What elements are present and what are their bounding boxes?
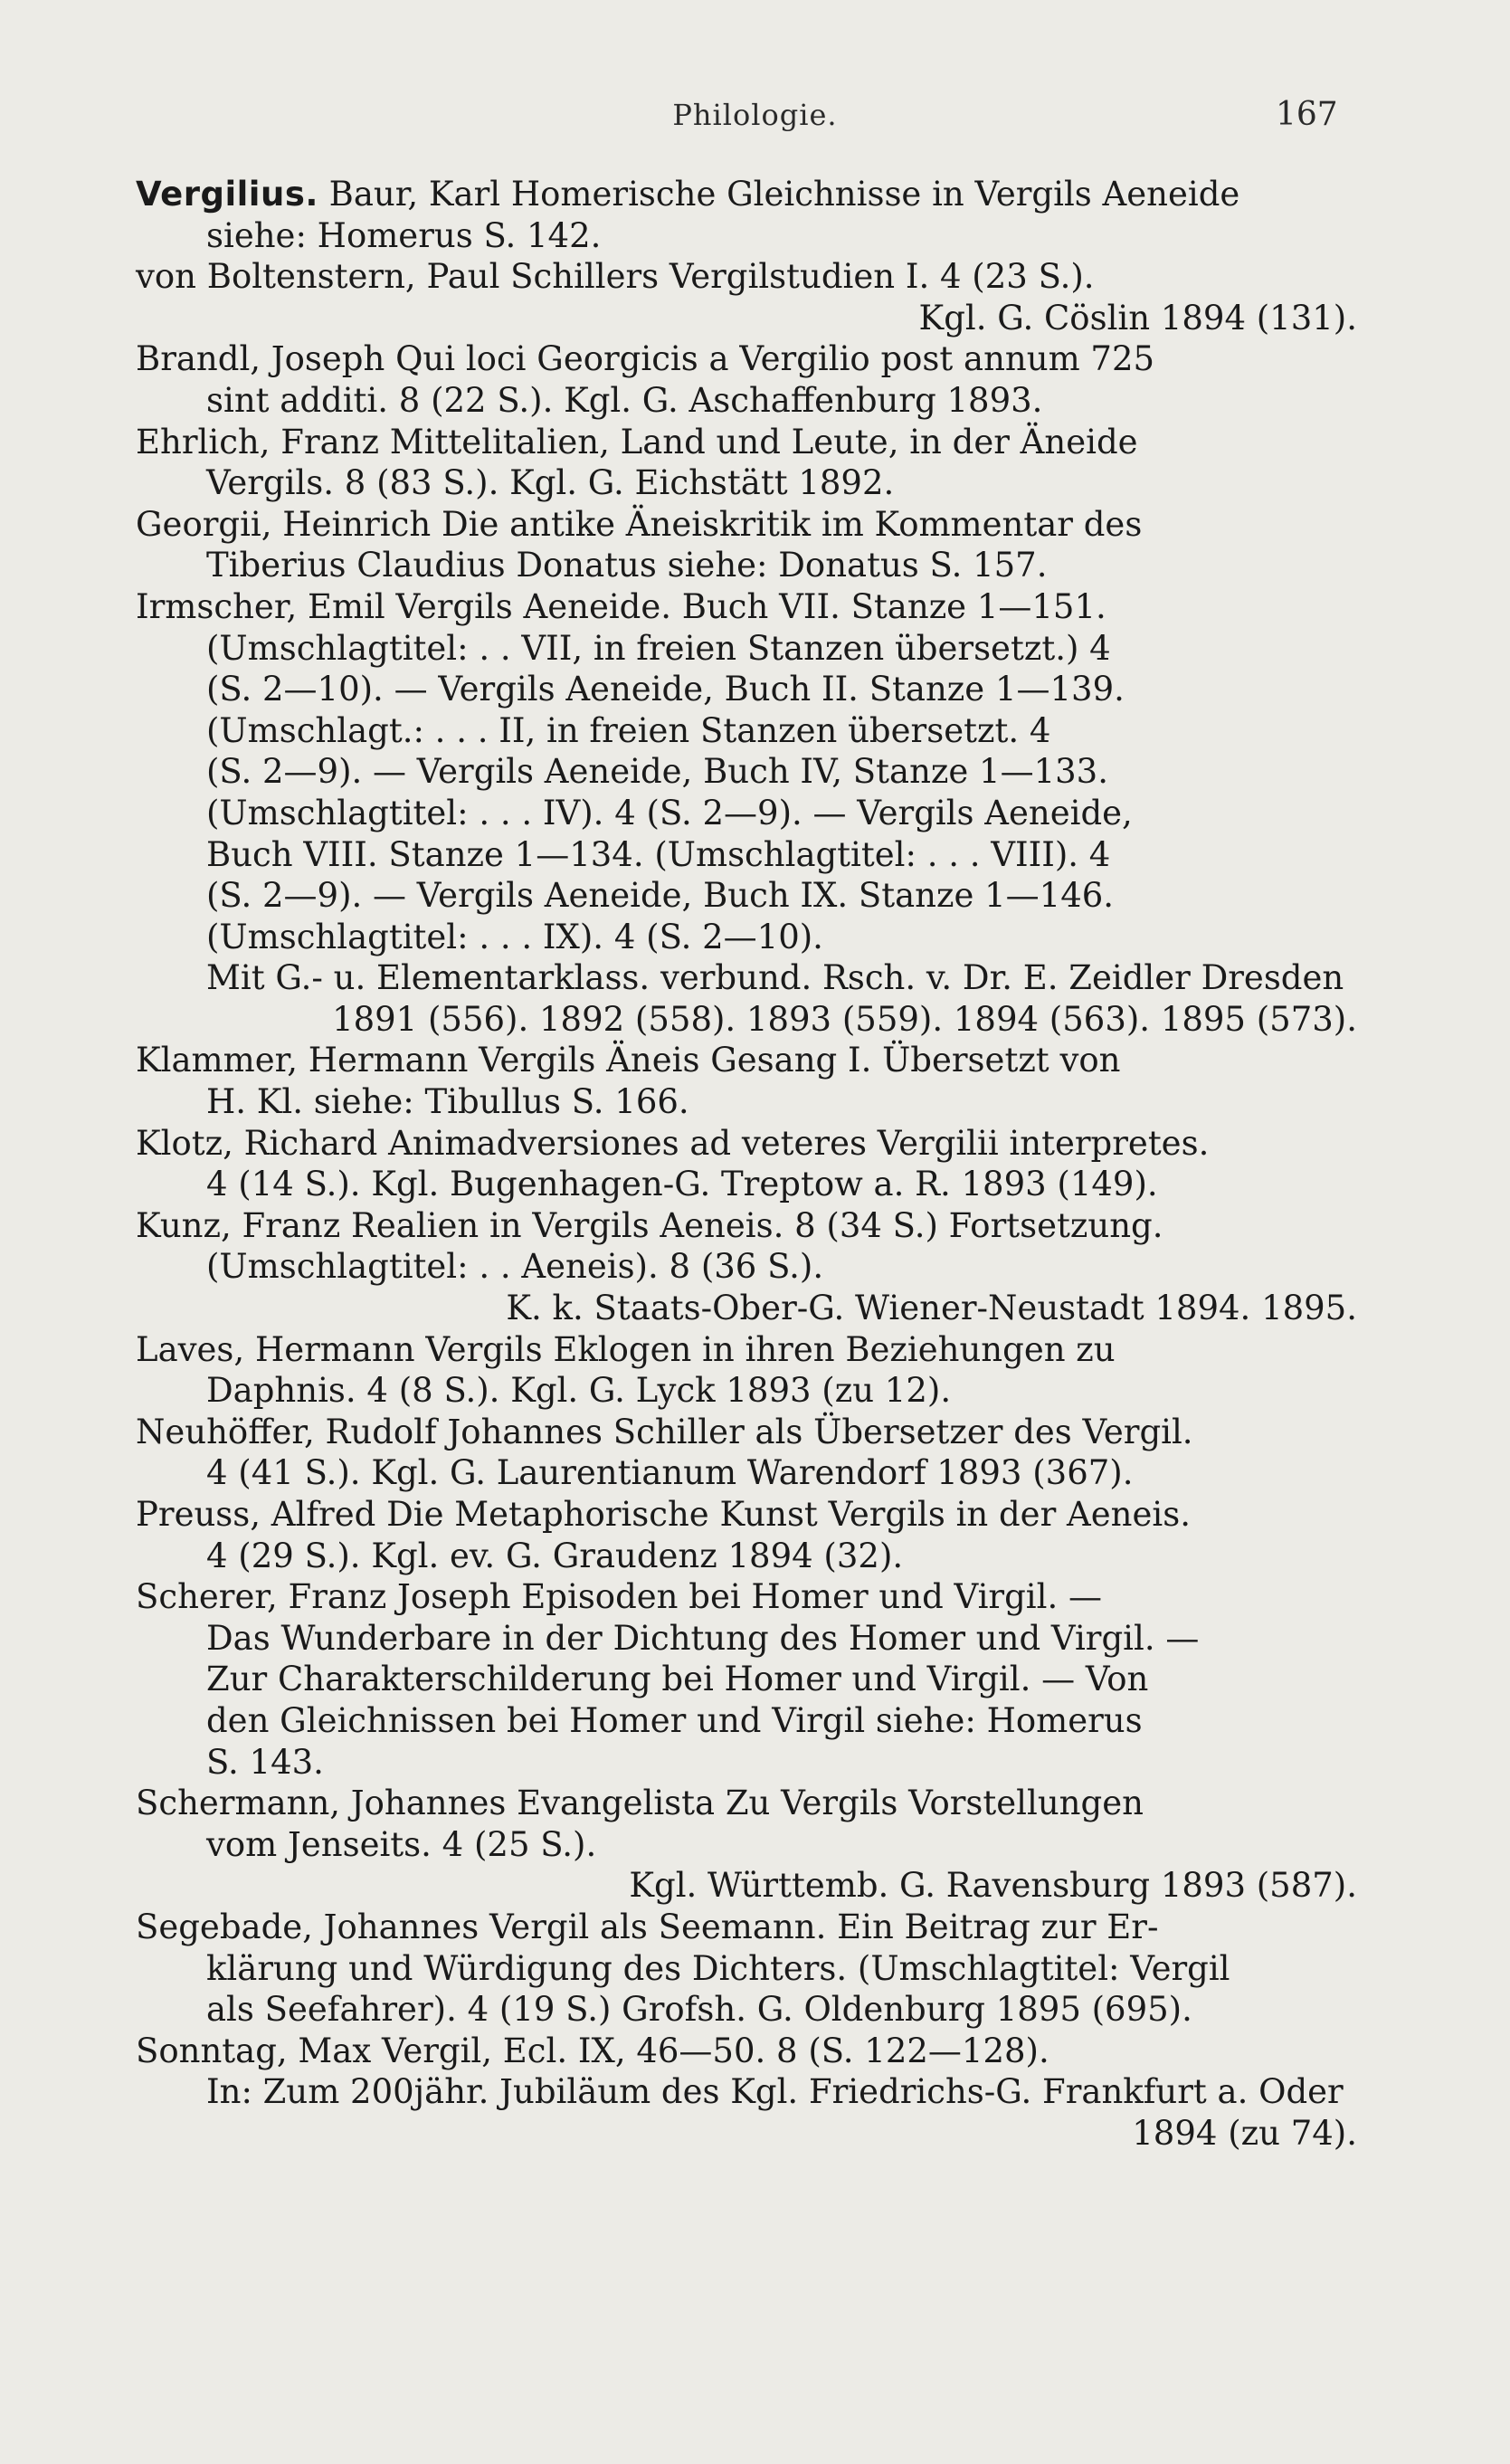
entry-line: Scherer, Franz Joseph Episoden bei Homer und Virgil. — <box>136 1577 1102 1617</box>
entry-line: (Umschlagtitel: . . Aeneis). 8 (36 S.). <box>206 1247 824 1287</box>
entry-line: Zur Charakterschilderung bei Homer und Virgil. — Von <box>206 1660 1149 1699</box>
entry-line: Buch VIII. Stanze 1—134. (Umschlagtitel: . . . VIII). 4 <box>206 834 1111 874</box>
page-number: 167 <box>1276 96 1338 133</box>
entry-line: sint additi. 8 (22 S.). Kgl. G. Aschaffenburg 1893. <box>206 380 1043 420</box>
entry-line: klärung und Würdigung des Dichters. (Umschlagtitel: Vergil <box>206 1948 1230 1988</box>
entry-line: (Umschlagtitel: . . . IV). 4 (S. 2—9). — Vergils Aeneide, <box>206 793 1133 832</box>
entry-line: Mit G.- u. Elementarklass. verbund. Rsch. v. Dr. E. Zeidler Dresden <box>206 958 1344 998</box>
entry-brandl <box>136 338 1357 421</box>
entry-segebade <box>136 1907 1357 2031</box>
entry-line: 4 (29 S.). Kgl. ev. G. Graudenz 1894 (32). <box>206 1536 904 1575</box>
entry-line: von Boltenstern, Paul Schillers Vergilstudien I. 4 (23 S.). <box>136 257 1095 297</box>
entry-line: Neuhöffer, Rudolf Johannes Schiller als Übersetzer des Vergil. <box>136 1412 1193 1451</box>
entry-line: (S. 2—9). — Vergils Aeneide, Buch IV, Stanze 1—133. <box>206 752 1108 792</box>
entry-klotz <box>136 1123 1357 1205</box>
entry-line: Das Wunderbare in der Dichtung des Homer und Virgil. — <box>206 1618 1200 1658</box>
entry-line: 1891 (556). 1892 (558). 1893 (559). 1894 (563). 1895 (573). <box>332 999 1357 1039</box>
entry-line: Kgl. Württemb. G. Ravensburg 1893 (587). <box>629 1866 1357 1906</box>
entry-line: den Gleichnissen bei Homer und Virgil siehe: Homerus <box>206 1700 1143 1740</box>
running-header-title: Philologie. <box>672 98 838 132</box>
entry-line: Irmscher, Emil Vergils Aeneide. Buch VII. Stanze 1—151. <box>136 586 1106 626</box>
entry-line: Preuss, Alfred Die Metaphorische Kunst Vergils in der Aeneis. <box>136 1495 1191 1534</box>
entry-georgii <box>136 504 1357 586</box>
entry-preuss <box>136 1494 1357 1576</box>
entry-boltenstern <box>136 256 1357 338</box>
entry-ehrlich <box>136 422 1357 504</box>
entry-line: Segebade, Johannes Vergil als Seemann. Ein Beitrag zur Er- <box>136 1907 1159 1946</box>
entry-line: (S. 2—9). — Vergils Aeneide, Buch IX. Stanze 1—146. <box>206 876 1115 916</box>
entry-line: Kunz, Franz Realien in Vergils Aeneis. 8 (34 S.) Fortsetzung. <box>136 1205 1163 1245</box>
entry-line: (Umschlagtitel: . . VII, in freien Stanzen übersetzt.) 4 <box>206 628 1111 668</box>
entry-line: 4 (41 S.). Kgl. G. Laurentianum Warendorf 1893 (367). <box>206 1453 1134 1493</box>
entry-klammer <box>136 1040 1357 1122</box>
entry-line: Ehrlich, Franz Mittelitalien, Land und Leute, in der Äneide <box>136 422 1138 461</box>
entry-line: Vergils. 8 (83 S.). Kgl. G. Eichstätt 1892. <box>206 463 895 503</box>
entry-line: Daphnis. 4 (8 S.). Kgl. G. Lyck 1893 (zu 12). <box>206 1371 952 1411</box>
bibliography-list <box>136 174 1357 2155</box>
entry-line: Tiberius Claudius Donatus siehe: Donatus S. 157. <box>206 546 1048 585</box>
entry-line: In: Zum 200jähr. Jubiläum des Kgl. Friedrichs-G. Frankfurt a. Oder <box>206 2072 1344 2112</box>
entry-schermann <box>136 1783 1357 1907</box>
entry-neuhoeffer <box>136 1412 1357 1494</box>
entry-irmscher <box>136 586 1357 1041</box>
entry-laves <box>136 1329 1357 1412</box>
section-heading: Vergilius. <box>136 175 318 214</box>
entry-line: vom Jenseits. 4 (25 S.). <box>206 1824 597 1864</box>
entry-scherer <box>136 1576 1357 1783</box>
entry-line: (Umschlagt.: . . . II, in freien Stanzen übersetzt. 4 <box>206 710 1051 750</box>
entry-line: siehe: Homerus S. 142. <box>206 215 602 255</box>
entry-line: (S. 2—10). — Vergils Aeneide, Buch II. Stanze 1—139. <box>206 670 1125 709</box>
entry-line: Georgii, Heinrich Die antike Äneiskritik im Kommentar des <box>136 504 1143 544</box>
entry-line: Sonntag, Max Vergil, Ecl. IX, 46—50. 8 (S. 122—128). <box>136 2031 1049 2070</box>
entry-line: 1894 (zu 74). <box>1132 2113 1357 2153</box>
entry-line: H. Kl. siehe: Tibullus S. 166. <box>206 1082 689 1122</box>
entry-line: (Umschlagtitel: . . . IX). 4 (S. 2—10). <box>206 917 823 956</box>
entry-line: Schermann, Johannes Evangelista Zu Vergils Vorstellungen <box>136 1784 1144 1823</box>
entry-line: Klotz, Richard Animadversiones ad veteres Vergilii interpretes. <box>136 1123 1210 1163</box>
entry-line: Baur, Karl Homerische Gleichnisse in Vergils Aeneide <box>328 175 1240 214</box>
entry-line: als Seefahrer). 4 (19 S.) Grofsh. G. Oldenburg 1895 (695). <box>206 1990 1192 2030</box>
entry-line: Klammer, Hermann Vergils Äneis Gesang I. Übersetzt von <box>136 1041 1121 1080</box>
entry-line: Kgl. G. Cöslin 1894 (131). <box>918 298 1357 338</box>
entry-line: Laves, Hermann Vergils Eklogen in ihren Beziehungen zu <box>136 1329 1116 1369</box>
entry-line: S. 143. <box>206 1742 324 1782</box>
entry-line: Brandl, Joseph Qui loci Georgicis a Vergilio post annum 725 <box>136 339 1155 379</box>
entry-sonntag <box>136 2031 1357 2155</box>
entry-kunz <box>136 1205 1357 1329</box>
entry-line: K. k. Staats-Ober-G. Wiener-Neustadt 1894. 1895. <box>506 1289 1357 1328</box>
entry-baur <box>136 174 1357 256</box>
entry-line: 4 (14 S.). Kgl. Bugenhagen-G. Treptow a. R. 1893 (149). <box>206 1165 1158 1204</box>
